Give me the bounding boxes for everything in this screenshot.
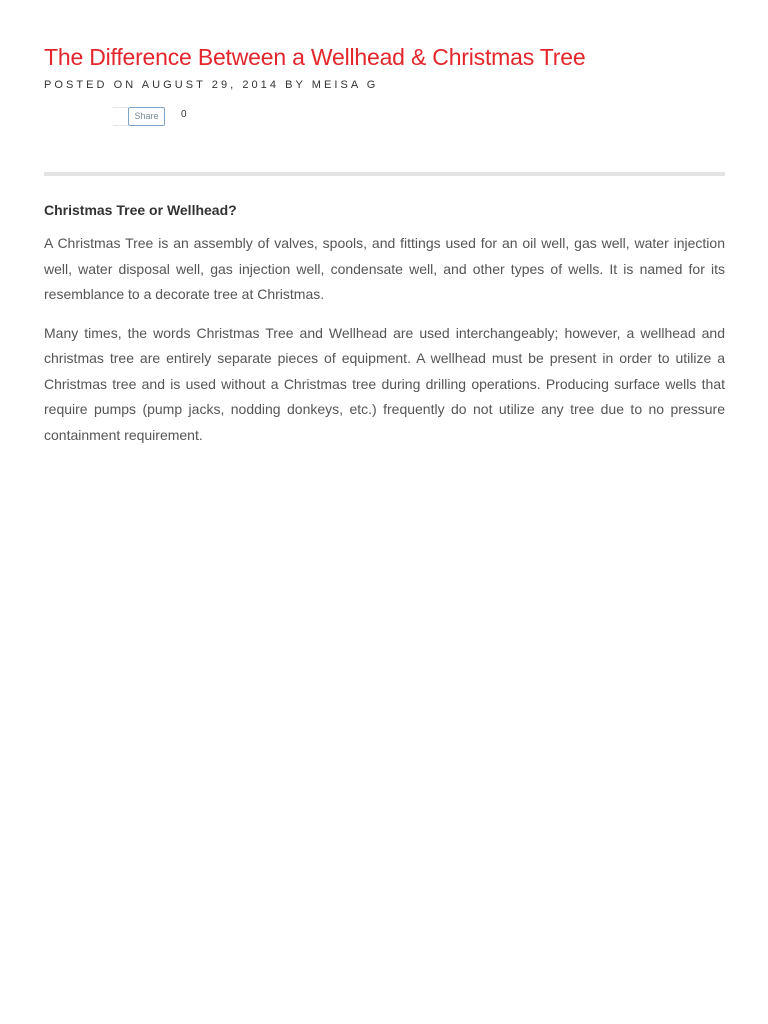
- post-meta: POSTED ON AUGUST 29, 2014 BY MEISA G: [44, 79, 379, 91]
- share-button[interactable]: Share: [128, 107, 165, 126]
- article-title[interactable]: The Difference Between a Wellhead & Christmas Tree: [44, 44, 586, 70]
- divider: [44, 172, 725, 176]
- article-paragraph: Many times, the words Christmas Tree and Wellhead are used interchangeably; however, a wellhead and christmas tree are entirely separate pieces of equipment. A wellhead must be present in order to utilize a Christmas tree and is used without a Christmas tree during drilling operations. Producing surface wells that require pumps (pump jacks, nodding donkeys, etc.) frequently do not utilize any tree due to no pressure containment requirement.: [44, 324, 725, 443]
- article-content: [44, 200, 725, 461]
- article-subheading: Christmas Tree or Wellhead?: [44, 202, 237, 218]
- share-count: 0: [181, 109, 187, 120]
- share-widget-frame: [113, 107, 128, 126]
- article-paragraph: A Christmas Tree is an assembly of valves, spools, and fittings used for an oil well, gas well, water injection well, water disposal well, gas injection well, condensate well, and other types of wells. It is named for its resemblance to a decorate tree at Christmas.: [44, 235, 725, 302]
